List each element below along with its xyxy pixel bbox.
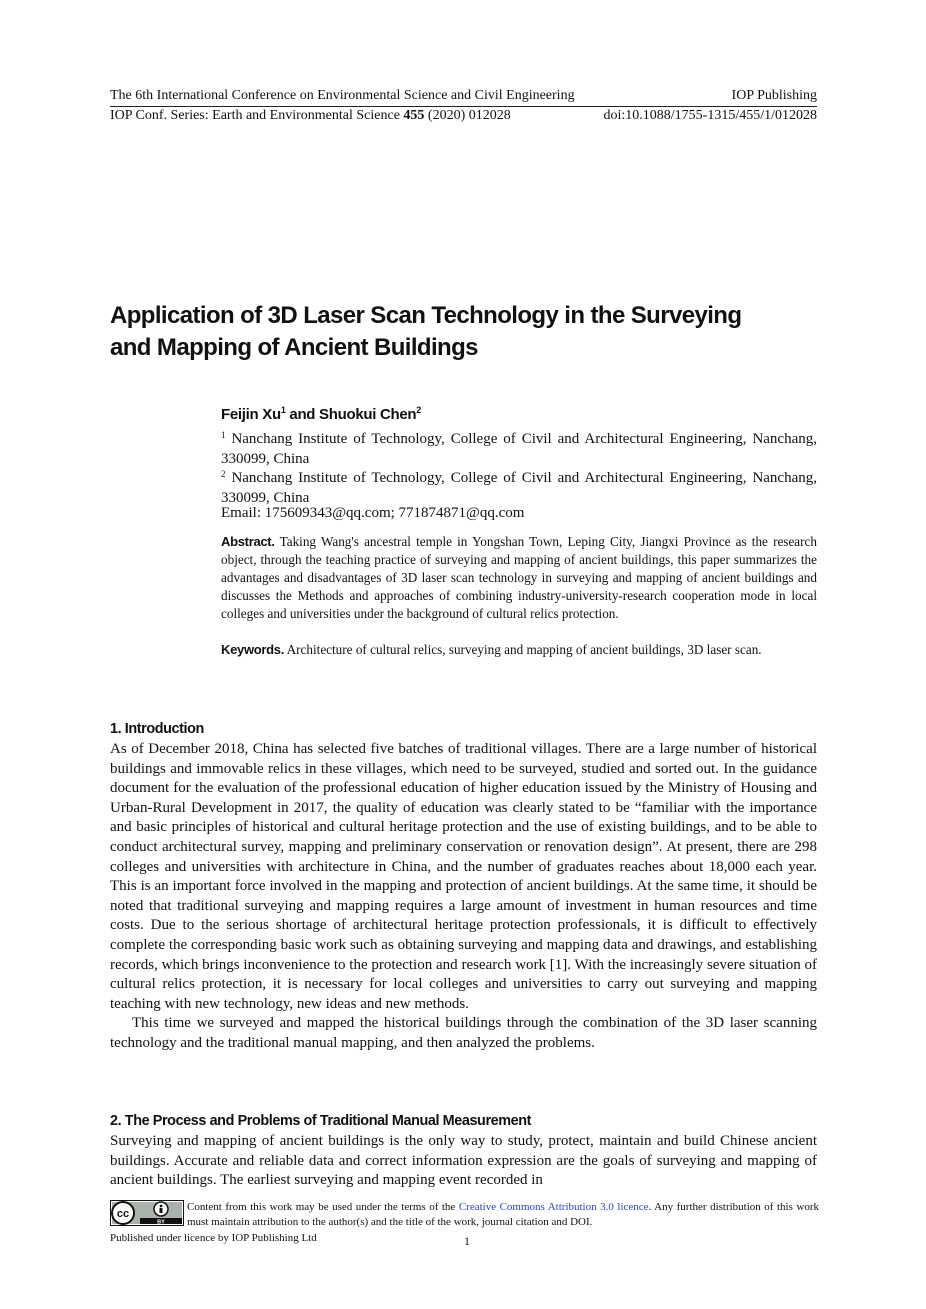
author-list: [221, 405, 421, 423]
affiliation-marker: 2: [221, 469, 226, 479]
section-heading-introduction: 1. Introduction: [110, 721, 204, 737]
title-line-2: and Mapping of Ancient Buildings: [110, 334, 478, 361]
cc-label: cc: [116, 1208, 130, 1220]
affiliation-1: [221, 426, 817, 469]
abstract-label: Abstract.: [221, 534, 275, 549]
license-notice: [187, 1200, 819, 1230]
author-email[interactable]: Email: 175609343@qq.com; 771874871@qq.com: [221, 505, 525, 521]
license-prefix: Content from this work may be used under the terms of the: [187, 1201, 459, 1213]
section-introduction-body: [110, 740, 817, 1054]
paragraph: Surveying and mapping of ancient buildings is the only way to study, protect, maintain and build Chinese ancient buildings. Accurate and reliable data and correct information expression are the goals of surveying and mapping of ancient buildings. The earliest surveying and mapping event recorded in: [110, 1133, 817, 1189]
keywords-text: Architecture of cultural relics, surveying and mapping of ancient buildings, 3D laser scan.: [286, 642, 762, 657]
by-label: BY: [157, 1219, 165, 1226]
series-citation: [110, 108, 511, 124]
section-heading-traditional-measurement: 2. The Process and Problems of Traditional Manual Measurement: [110, 1113, 532, 1129]
paper-title: [110, 300, 817, 364]
abstract: [221, 533, 817, 623]
author-2-affil-marker: 2: [416, 405, 421, 415]
title-line-1: Application of 3D Laser Scan Technology in the Surveying: [110, 302, 742, 329]
keywords-label: Keywords.: [221, 642, 285, 657]
abstract-text: Taking Wang's ancestral temple in Yongshan Town, Leping City, Jiangxi Province as the research object, through the teaching practice of surveying and mapping of ancient buildings, this paper summarizes the advantages and disadvantages of 3D laser scan technology in surveying and mapping of ancient buildings and discusses the Methods and approaches of combining industry-university-research cooperation mode in local colleges and universities under the background of cultural relics protection.: [221, 534, 817, 621]
cc-by-license-icon: [110, 1200, 184, 1226]
author-1: Feijin Xu: [221, 406, 281, 423]
affiliation-2: [221, 465, 817, 508]
series-header: [110, 108, 817, 126]
page-number: 1: [464, 1234, 470, 1248]
affiliation-marker: 1: [221, 430, 226, 440]
section-traditional-measurement-body: [110, 1132, 817, 1191]
series-suffix: (2020) 012028: [424, 108, 511, 123]
affiliation-text: Nanchang Institute of Technology, College of Civil and Architectural Engineering, Nanchang, 330099, China: [221, 431, 818, 467]
paragraph: This time we surveyed and mapped the historical buildings through the combination of the 3D laser scanning technology and the traditional manual mapping, and then analyzed the problems.: [110, 1015, 817, 1051]
conference-name: The 6th International Conference on Environmental Science and Civil Engineering: [110, 88, 575, 103]
paragraph: As of December 2018, China has selected five batches of traditional villages. There are a large number of historical buildings and immovable relics in these villages, which need to be surveyed, studied and sorted out. In the guidance document for the evaluation of the professional education of higher education issued by the Ministry of Housing and Urban-Rural Development in 2017, the quality of education was clearly stated to be “familiar with the importance and basic principles of historical and cultural heritage protection and the use of existing buildings, and to be able to conduct architectural survey, mapping and preliminary conservation or renovation design”. At present, there are 298 colleges and universities with architecture in China, and the number of graduates reaches about 18,000 each year. This is an important force involved in the mapping and protection of ancient buildings. At the same time, it should be noted that traditional surveying and mapping requires a large amount of investment in human resources and time costs. Due to the serious shortage of architectural heritage protection professionals, it is difficult to effectively complete the corresponding basic work such as obtaining surveying and mapping data and drawings, and establishing records, which brings inconvenience to the protection and research work [1]. With the increasingly severe situation of cultural relics protection, it is necessary for local colleges and universities to carry out surveying and mapping teaching with new technology, new ideas and new methods.: [110, 741, 817, 1012]
keywords: [221, 641, 817, 659]
license-link[interactable]: Creative Commons Attribution 3.0 licence: [458, 1201, 649, 1213]
series-prefix: IOP Conf. Series: Earth and Environmental Science: [110, 108, 404, 123]
author-conjunction: and: [285, 406, 320, 423]
doi-link[interactable]: doi:10.1088/1755-1315/455/1/012028: [603, 108, 817, 123]
affiliation-text: Nanchang Institute of Technology, College of Civil and Architectural Engineering, Nanchang, 330099, China: [221, 470, 818, 506]
running-header: [110, 88, 817, 107]
publisher-name: IOP Publishing: [731, 88, 817, 103]
author-1-affil-marker: 1: [280, 405, 286, 415]
license-suffix: . Any further distribution of this work must maintain attribution to the author(s) and the title of the work, journal citation and DOI.: [187, 1201, 819, 1228]
series-volume: 455: [403, 108, 425, 123]
author-2: Shuokui Chen: [319, 406, 417, 423]
published-notice: Published under licence by IOP Publishing Ltd: [110, 1232, 317, 1244]
